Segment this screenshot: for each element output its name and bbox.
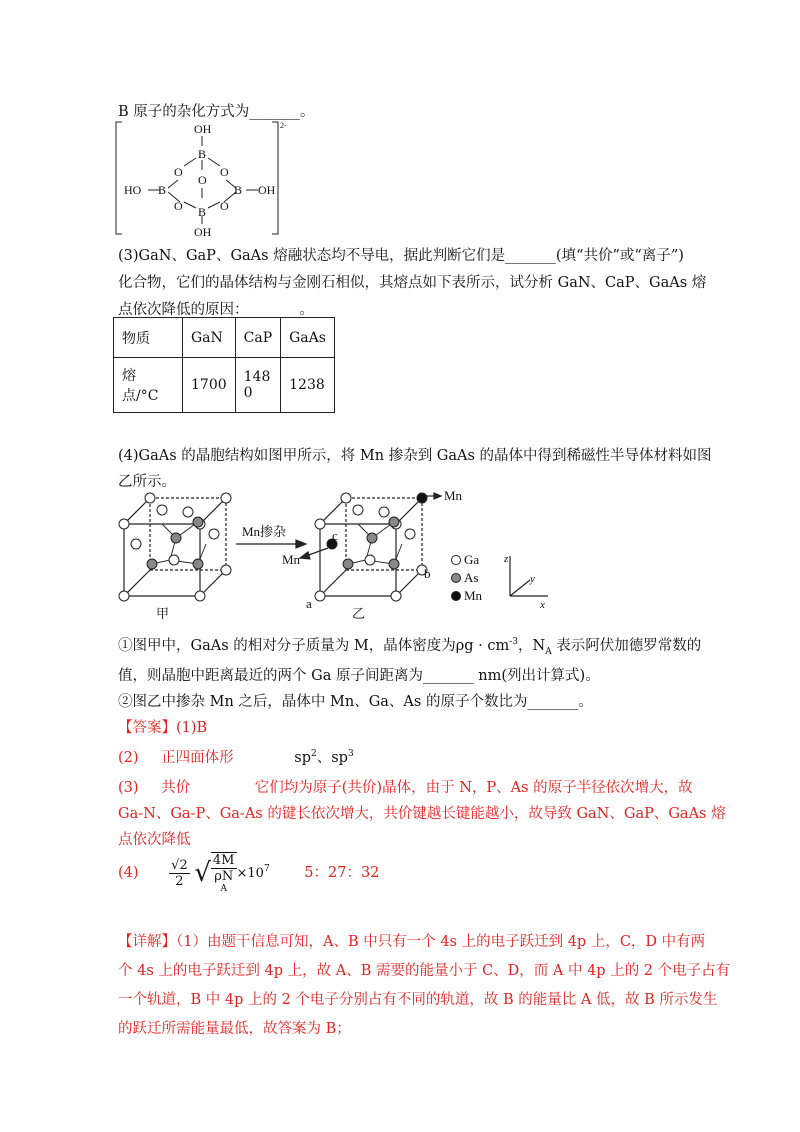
question-4-line-1: (4)GaAs 的晶胞结构如图甲所示，将 Mn 掺杂到 GaAs 的晶体中得到稀磁性半导体材料如图: [118, 448, 712, 464]
table-cell: 148 0: [235, 358, 280, 413]
detail-line-2: 个 4s 上的电子跃迁到 4p 上，故 A、B 需要的能量小于 C、D，而 A 中 4p 上的 2 个电子占有: [118, 963, 731, 979]
axis-y-label: y: [530, 573, 535, 585]
borate-o: O: [220, 199, 229, 213]
table-header-cell: GaN: [183, 318, 236, 358]
crystal-structure-figure: [110, 484, 570, 624]
figure-mn-left-label: Mn: [282, 552, 301, 567]
question-4-1-line-2: 值，则晶胞中距离最近的两个 Ga 原子间距离为_______ nm(列出计算式)。: [118, 668, 600, 684]
borate-o: O: [174, 199, 183, 213]
figure-arrow-label: Mn掺杂: [242, 524, 287, 539]
borate-o: O: [174, 165, 183, 179]
question-3-line-2: 化合物，它们的晶体结构与金刚石相似，其熔点如下表所示，试分析 GaN、CaP、GaAs 熔: [118, 275, 707, 291]
figure-label-c: c: [332, 528, 338, 543]
answer-line-3: (3) 共价 它们均为原子(共价)晶体，由于 N，P、As 的原子半径依次增大，故: [118, 780, 693, 796]
legend-as-label: As: [464, 570, 479, 585]
answer-label: 【答案】: [118, 720, 176, 736]
figure-caption-left: 甲: [156, 606, 170, 621]
right-bracket: [272, 122, 278, 234]
answer-line-1: 【答案】(1)B: [118, 720, 208, 736]
legend-ga-swatch: [452, 556, 461, 565]
question-3-line-1: (3)GaN、GaP、GaAs 熔融状态均不导电，据此判断它们是_______(填“共价”或“离子”): [118, 248, 684, 264]
table-header-cell: 物质: [114, 318, 183, 358]
borate-o: O: [220, 165, 229, 179]
detail-line-3: 一个轨道，B 中 4p 上的 2 个电子分别占有不同的轨道，故 B 的能量比 A 低，故 B 所示发生: [118, 992, 718, 1008]
figure-mn-top-label: Mn: [444, 488, 463, 503]
figure-caption-right: 乙: [352, 606, 366, 621]
answer-sp-hybrid: $sp^2$、$sp^3$: [294, 749, 354, 766]
answer-line-6: (4) $\frac{√2}{2}$ √ 4M ρN A $\times 10^7$ 5：27：32: [118, 853, 380, 894]
figure-label-a: a: [306, 596, 312, 611]
borate-o: O: [198, 173, 207, 187]
table-header-cell: GaAs: [281, 318, 335, 358]
figure-label-b: b: [424, 566, 431, 581]
table-row: [114, 358, 335, 413]
legend-mn-label: Mn: [464, 588, 483, 603]
axis-z-label: z: [504, 553, 509, 565]
detail-line-4: 的跃迁所需能量最低，故答案为 B；: [118, 1021, 351, 1037]
question-4-2: ②图乙中掺杂 Mn 之后，晶体中 Mn、Ga、As 的原子个数比为_______。: [118, 694, 593, 710]
borate-b-left: B: [158, 183, 167, 197]
formula-fraction: $\frac{√2}{2}$: [171, 857, 188, 889]
left-bracket: [116, 122, 122, 234]
question-3-line-3: 点依次降低的原因：_______。: [118, 302, 314, 318]
table-row-label: 熔 点/°C: [114, 358, 183, 413]
table-header-cell: CaP: [235, 318, 280, 358]
answer-line-4: Ga-N、Ga-P、Ga-As 的键长依次增大，共价键越长键能越小，故导致 GaN、GaP、GaAs 熔: [118, 806, 726, 822]
borate-b-right: B: [234, 183, 243, 197]
table-cell: 1700: [183, 358, 236, 413]
melting-point-table: [113, 317, 335, 413]
borate-oh-right: OH: [258, 183, 276, 197]
answer-line-2: (2) 正四面体形 $sp^2$、$sp^3$: [118, 749, 354, 766]
legend-as-swatch: [452, 574, 461, 583]
borate-oh-top: OH: [194, 122, 212, 136]
table-header-row: [114, 318, 335, 358]
detail-label: 【详解】: [118, 934, 176, 950]
borate-ho-left: HO: [124, 183, 142, 197]
borate-b-bottom: B: [198, 205, 207, 219]
borate-charge: 2-: [280, 121, 287, 130]
borate-structure-diagram: [112, 118, 302, 238]
borate-b-top: B: [198, 147, 207, 161]
question-4-1-line-1: ①图甲中，GaAs 的相对分子质量为 M，晶体密度为$\rho g \cdot cm^{-3}$，$N_A$ 表示阿伏加德罗常数的: [118, 637, 702, 657]
question-2-tail: B 原子的杂化方式为_______。: [118, 104, 315, 120]
legend-ga-label: Ga: [464, 552, 480, 567]
axis-x-label: x: [540, 599, 545, 611]
legend-mn-swatch: [452, 592, 461, 601]
answer-line-5: 点依次降低: [118, 832, 191, 848]
question-4-line-2: 乙所示。: [118, 474, 176, 490]
formula-root-fraction: 4M ρN A: [212, 853, 235, 894]
answer-ratio: 5：27：32: [304, 865, 380, 881]
detail-line-1: 【详解】（1）由题干信息可知，A、B 中只有一个 4s 上的电子跃迁到 4p 上，C，D 中有两: [118, 934, 706, 950]
table-cell: 1238: [281, 358, 335, 413]
borate-oh-bottom: OH: [194, 225, 212, 238]
